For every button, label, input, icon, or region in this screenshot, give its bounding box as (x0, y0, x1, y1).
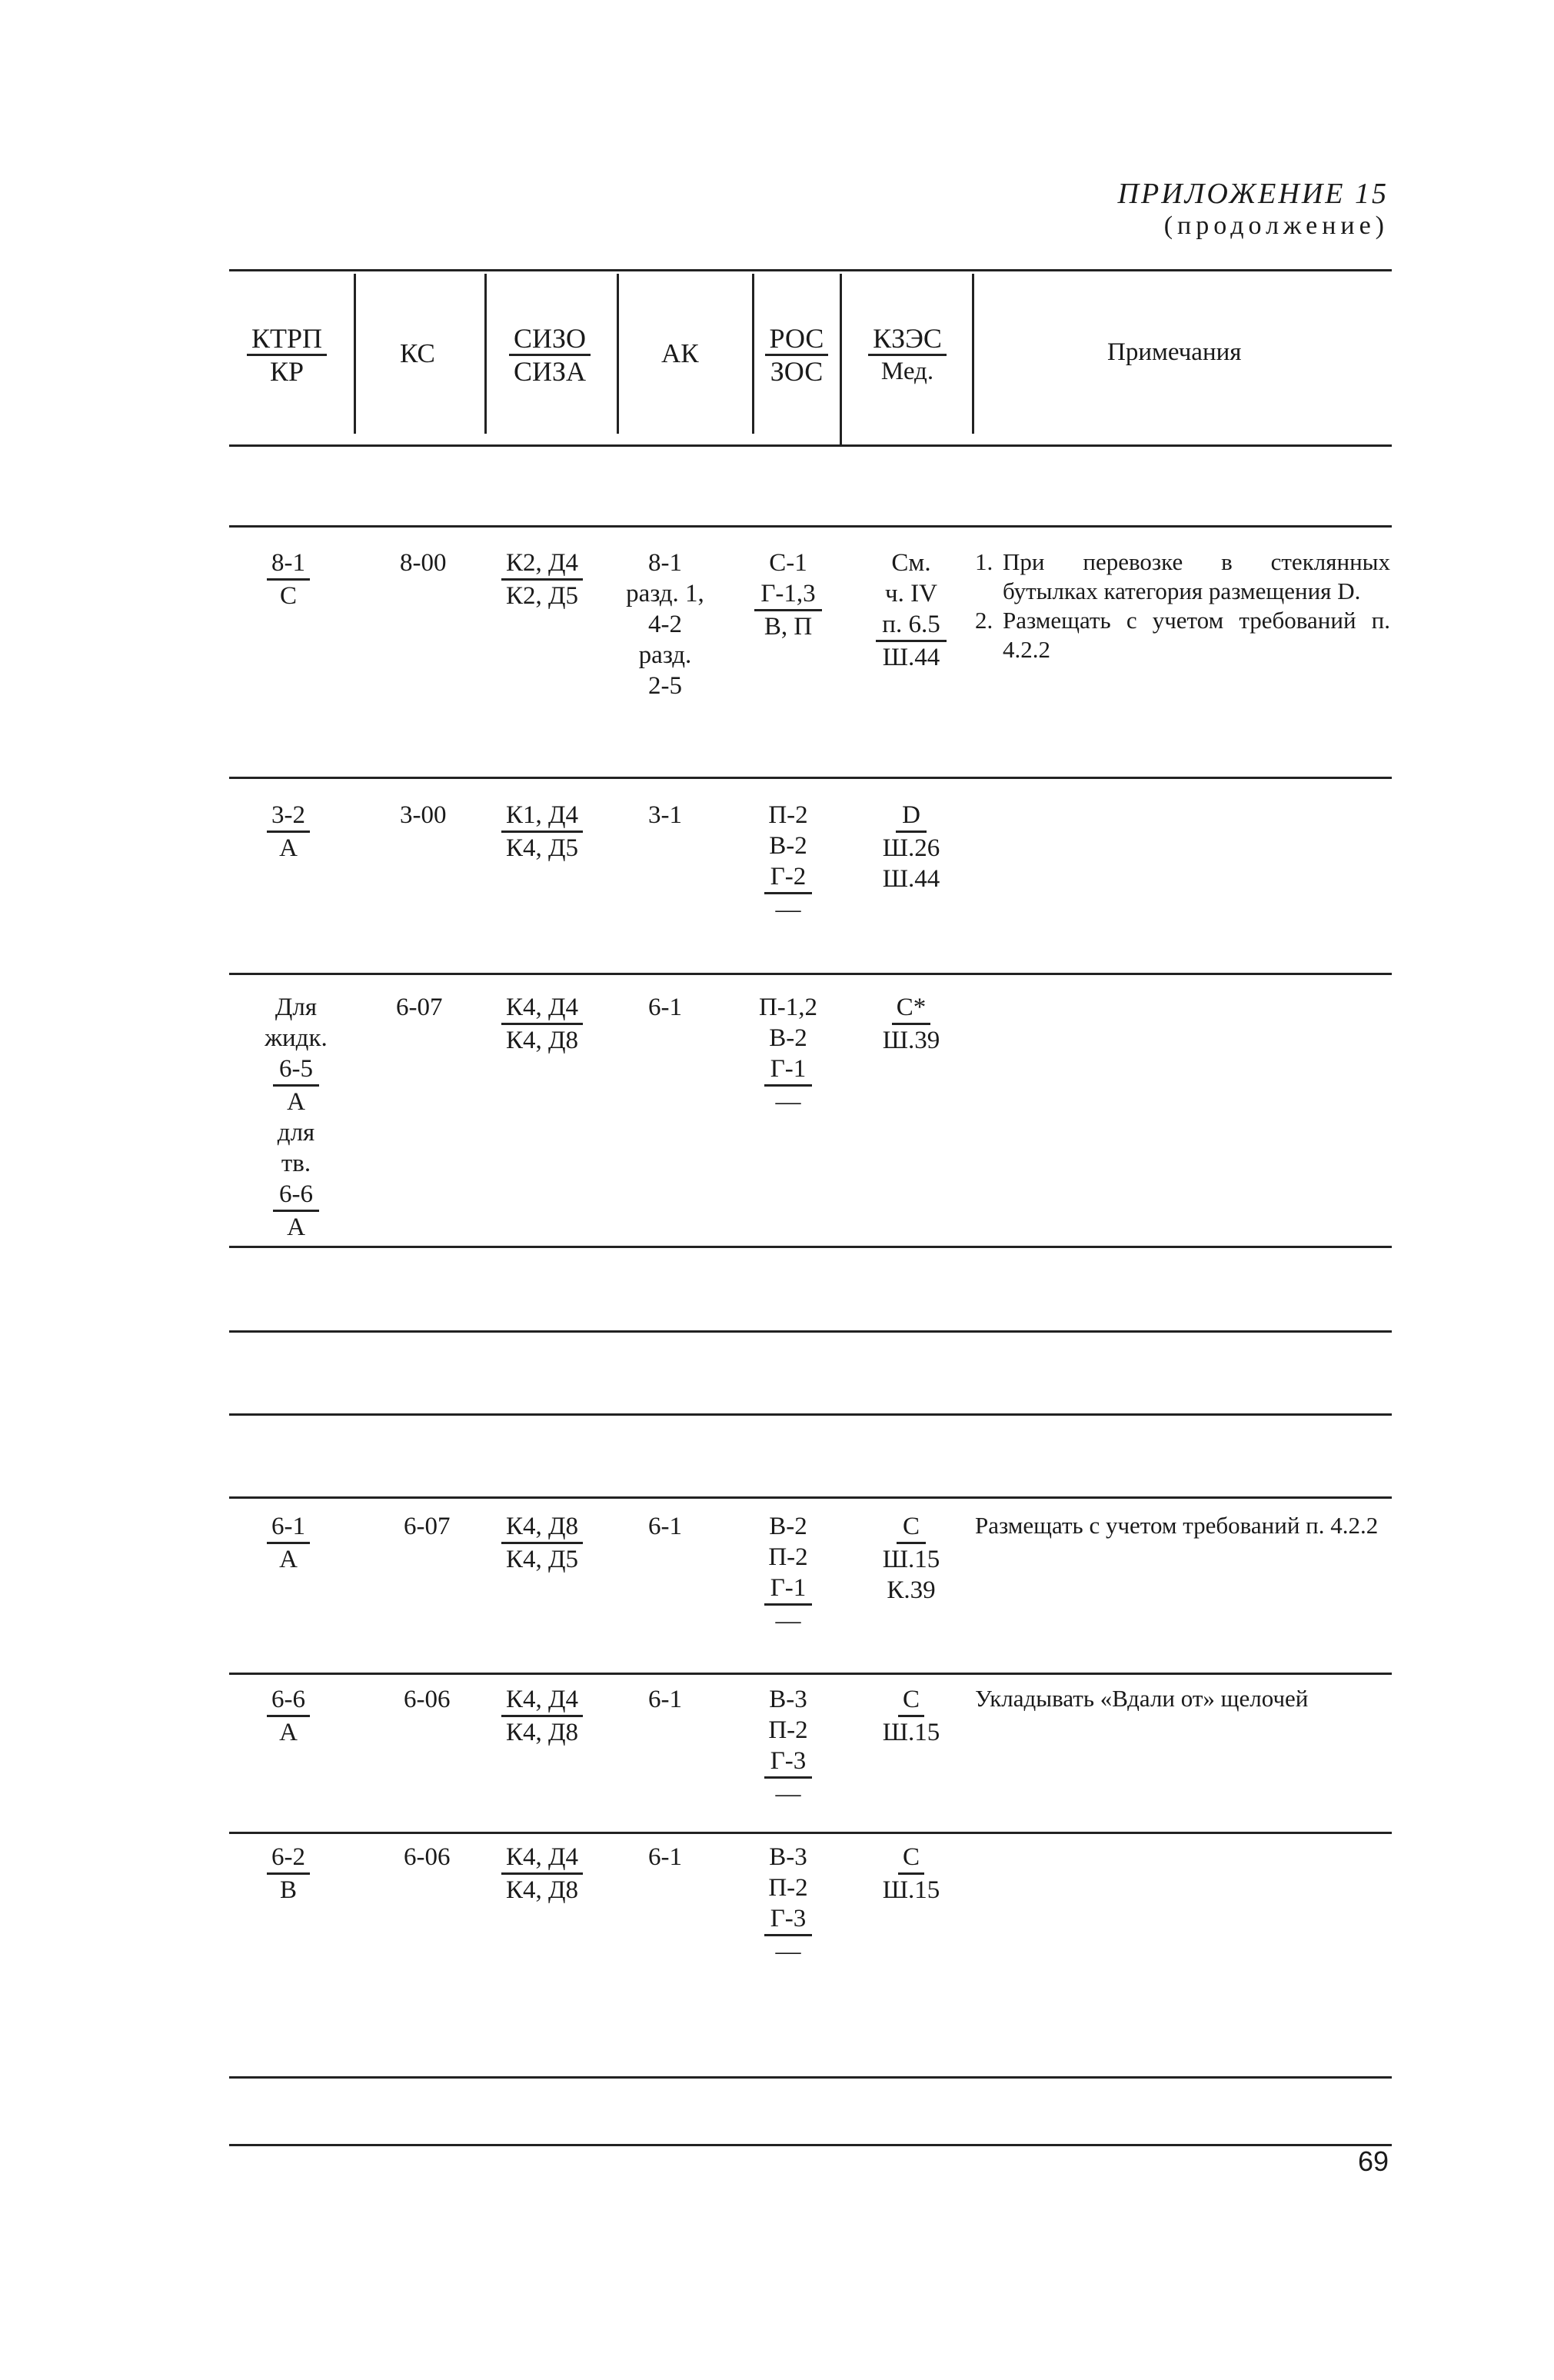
row-rule (229, 1673, 1392, 1675)
kzes-cell: См. ч. IV п. 6.5 Ш.44 (854, 548, 969, 673)
header-ks: КС (400, 338, 435, 368)
col-divider (617, 274, 619, 434)
ak-cell: 6-1 (648, 1686, 682, 1713)
ks-cell: 6-06 (404, 1843, 451, 1871)
sizo-cell: К1, Д4 К4, Д5 (477, 800, 607, 864)
ros-cell: В-3 П-2 Г-3 — (738, 1842, 838, 1967)
page-number: 69 (1357, 2145, 1389, 2177)
row-rule (229, 1832, 1392, 1834)
row-rule (229, 525, 1392, 528)
kzes-cell: D Ш.26 Ш.44 (882, 801, 940, 893)
ros-cell: В-2 П-2 Г-1 — (738, 1511, 838, 1636)
row-rule (229, 2076, 1392, 2079)
ks-cell: 6-07 (396, 994, 443, 1021)
ak-cell: 3-1 (648, 801, 682, 829)
ktrp-cell: 8-1 С (242, 548, 334, 611)
row-rule (229, 2144, 1392, 2146)
sizo-cell: К2, Д4 К2, Д5 (477, 548, 607, 611)
ros-cell: С-1 Г-1,3 В, П (738, 548, 838, 642)
ks-cell: 3-00 (400, 801, 447, 829)
col-divider (484, 274, 487, 434)
row-rule (229, 1330, 1392, 1333)
sizo-cell: К4, Д4 К4, Д8 (477, 1842, 607, 1906)
sizo-cell: К4, Д4 К4, Д8 (477, 992, 607, 1056)
sizo-cell: К4, Д4 К4, Д8 (477, 1684, 607, 1748)
col-divider (840, 274, 842, 444)
ak-cell: 6-1 (648, 1843, 682, 1871)
kzes-cell: С Ш.15 (882, 1686, 940, 1746)
row-rule (229, 1246, 1392, 1248)
row-rule (229, 973, 1392, 975)
notes-cell: Размещать с учетом требований п. 4.2.2 (975, 1512, 1379, 1539)
header-kzes: КЗЭС Мед. (846, 323, 969, 387)
appendix-title: ПРИЛОЖЕНИЕ 15 (1117, 178, 1389, 210)
ktrp-cell: 6-2 В (242, 1842, 334, 1906)
col-divider (972, 274, 974, 434)
ktrp-cell: 6-1 А (242, 1511, 334, 1575)
kzes-cell: С Ш.15 (882, 1843, 940, 1904)
table-header-bottom-rule (229, 444, 1392, 447)
header-notes: Примечания (1107, 338, 1242, 366)
ak-cell: 6-1 (648, 1513, 682, 1540)
row-rule (229, 1496, 1392, 1499)
ak-cell: 6-1 (648, 994, 682, 1021)
ktrp-cell: Для жидк. 6-5 А для тв. 6-6 А (265, 994, 328, 1241)
row-rule (229, 777, 1392, 779)
ktrp-cell: 3-2 А (242, 800, 334, 864)
kzes-cell: С Ш.15 К.39 (882, 1513, 940, 1604)
row-rule (229, 1413, 1392, 1416)
ks-cell: 8-00 (400, 549, 447, 577)
ros-cell: В-3 П-2 Г-3 — (738, 1684, 838, 1809)
col-divider (752, 274, 754, 434)
kzes-cell: С* Ш.39 (882, 994, 940, 1054)
header-ak: АК (661, 338, 699, 368)
table-top-rule (229, 269, 1392, 271)
header-sizo: СИЗО СИЗА (492, 323, 607, 387)
ak-cell: 8-1 разд. 1, 4-2 разд. 2-5 (626, 549, 704, 700)
header-ktrp: КТРП КР (229, 323, 344, 387)
ks-cell: 6-06 (404, 1686, 451, 1713)
ks-cell: 6-07 (404, 1513, 451, 1540)
ktrp-cell: 6-6 А (242, 1684, 334, 1748)
header-ros: РОС ЗОС (757, 323, 837, 387)
sizo-cell: К4, Д8 К4, Д5 (477, 1511, 607, 1575)
ros-cell: П-1,2 В-2 Г-1 — (758, 994, 818, 1116)
notes-cell: 1. При перевозке в стеклянных бутылках категория размещения D. 2. Размещать с учетом требований п. 4.2.2 (975, 548, 1390, 663)
appendix-subtitle: (продолжение) (1163, 211, 1389, 240)
notes-cell: Укладывать «Вдали от» щелочей (975, 1685, 1309, 1712)
col-divider (354, 274, 356, 434)
ros-cell: П-2 В-2 Г-2 — (738, 800, 838, 925)
